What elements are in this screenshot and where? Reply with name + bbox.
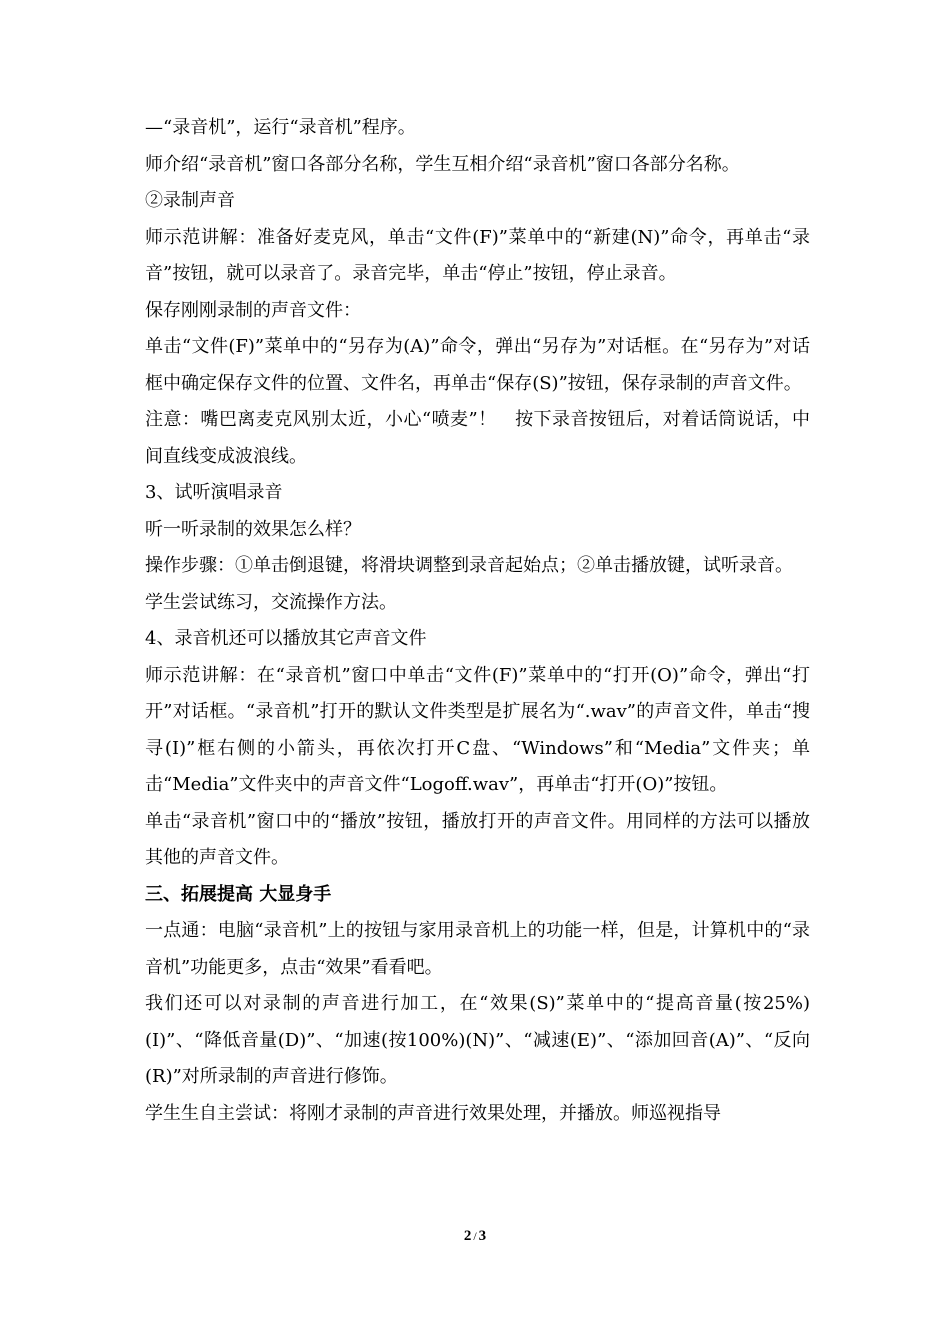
document-body	[145, 110, 810, 1132]
paragraph: 师示范讲解：准备好麦克风，单击“文件(F)”菜单中的“新建(N)”命令，再单击“录音”按钮，就可以录音了。录音完毕，单击“停止”按钮，停止录音。	[145, 226, 810, 284]
paragraph: 学生尝试练习，交流操作方法。	[145, 591, 397, 613]
paragraph: 注意：嘴巴离麦克风别太近，小心“喷麦”！ 按下录音按钮后，对着话筒说话，中间直线变成波浪线。	[145, 409, 810, 467]
total-pages: 3	[478, 1228, 487, 1244]
current-page: 2	[463, 1228, 472, 1244]
paragraph: —“录音机”，运行“录音机”程序。	[145, 117, 416, 138]
paragraph: 我们还可以对录制的声音进行加工，在“效果(S)”菜单中的“提高音量(按25%)(I)”、“降低音量(D)”、“加速(按100%)(N)”、“减速(E)”、“添加回音(A)”、“反向(R)”对所录制的声音进行修饰。	[145, 993, 810, 1087]
paragraph: 操作步骤：①单击倒退键，将滑块调整到录音起始点；②单击播放键，试听录音。	[145, 555, 793, 576]
paragraph: 一点通：电脑“录音机”上的按钮与家用录音机上的功能一样，但是，计算机中的“录音机”功能更多，点击“效果”看看吧。	[145, 920, 810, 978]
paragraph: 单击“录音机”窗口中的“播放”按钮，播放打开的声音文件。用同样的方法可以播放其他的声音文件。	[145, 810, 810, 868]
paragraph: 师示范讲解：在“录音机”窗口中单击“文件(F)”菜单中的“打开(O)”命令，弹出“打开”对话框。“录音机”打开的默认文件类型是扩展名为“.wav”的声音文件，单击“搜寻(I)”框右侧的小箭头，再依次打开C盘、“Windows”和“Media”文件夹；单击“Media”文件夹中的声音文件“Logoff.wav”，再单击“打开(O)”按钮。	[145, 664, 810, 795]
paragraph: 保存刚刚录制的声音文件：	[145, 299, 361, 321]
paragraph: 师介绍“录音机”窗口各部分名称，学生互相介绍“录音机”窗口各部分名称。	[145, 153, 740, 175]
page-number	[0, 1228, 950, 1245]
paragraph: ②录制声音	[145, 190, 235, 211]
paragraph: 学生生自主尝试：将刚才录制的声音进行效果处理，并播放。师巡视指导	[145, 1102, 721, 1124]
paragraph: 单击“文件(F)”菜单中的“另存为(A)”命令，弹出“另存为”对话框。在“另存为”对话框中确定保存文件的位置、文件名，再单击“保存(S)”按钮，保存录制的声音文件。	[145, 336, 810, 394]
page-separator: /	[473, 1229, 477, 1243]
paragraph: 4、录音机还可以播放其它声音文件	[145, 628, 427, 649]
paragraph: 3、试听演唱录音	[145, 482, 283, 503]
paragraph: 听一听录制的效果怎么样？	[145, 518, 361, 540]
section-heading: 三、拓展提高 大显身手	[145, 883, 332, 905]
